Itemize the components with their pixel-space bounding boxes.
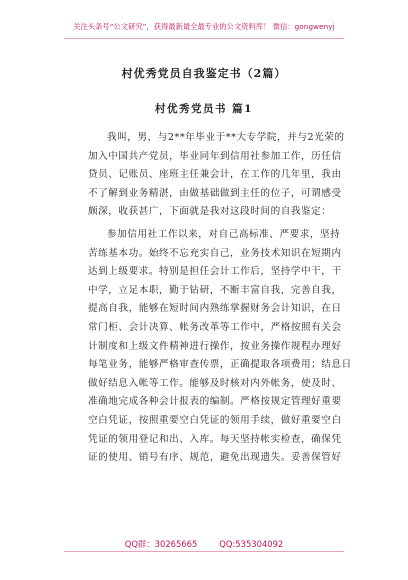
paragraph-line: 证的使用、销号有序、规范，避免出现遗失。妥善保管好 <box>88 452 342 464</box>
document-subtitle: 村优秀党员书 篇1 <box>155 103 253 115</box>
paragraph-line: 不了解到业务精湛，由做基础做到主任的位子，可谓感受 <box>88 187 342 199</box>
header-promo-note: 关注头条号“公文研究”，获得最新最全最专业的公文资料库！ 微信：gongwenyj <box>73 22 335 31</box>
paragraph-line: 参加信用社工作以来，对自己高标准、严要求，坚持 <box>107 228 341 240</box>
footer-divider <box>64 551 344 552</box>
paragraph-line: 我叫，男，与2**年毕业于**大专学院，并与2光荣的 <box>107 132 345 143</box>
paragraph-line: 空白凭证，按照重要空白凭证的领用手续，做好重要空白 <box>88 414 342 426</box>
paragraph-line: 凭证的领用登记和出、入库。每天坚持帐实检查，确保凭 <box>88 433 342 445</box>
paragraph-1 <box>88 129 345 222</box>
document-title: 村优秀党员自我鉴定书（2篇） <box>121 67 287 80</box>
footer-contact <box>0 538 408 550</box>
paragraph-line: 每笔业务，能够严格审查传票，正确提取各项费用；结息日 <box>88 359 352 371</box>
footer-qq: QQ:535304092 <box>219 539 284 549</box>
paragraph-line: 提高自我，能够在短时间内熟练掌握财务会计知识，在日 <box>88 303 342 315</box>
paragraph-line: 贷员、记账员、座班主任兼会计，在工作的几年里，我由 <box>88 169 342 181</box>
footer-qq-group: QQ群：30265665 <box>124 539 198 549</box>
paragraph-line: 苦练基本功。始终不忘充实自己，业务技术知识在短期内 <box>88 247 342 259</box>
paragraph-line: 达到上级要求。特别是担任会计工作后，坚持学中干，干 <box>88 266 342 278</box>
paragraph-line: 颇深，收获甚广，下面就是我对这段时间的自我鉴定： <box>88 206 332 218</box>
paragraph-line: 加入中国共产党员，毕业同年到信用社参加工作，历任信 <box>88 150 342 162</box>
paragraph-line: 常门柜、会计决算、帐务改革等工作中，严格按照有关会 <box>88 321 342 333</box>
paragraph-line: 准确地完成各种会计报表的编制。严格按规定管理好重要 <box>88 396 342 408</box>
paragraph-2 <box>88 226 352 468</box>
document-body <box>88 129 352 468</box>
paragraph-line: 中学，立足本职，勤于钻研，不断丰富自我，完善自我， <box>88 284 342 296</box>
paragraph-line: 做好结息入帐等工作。能够及时核对内外帐务，使及时、 <box>88 377 342 389</box>
paragraph-line: 计制度和上级文件精神进行操作，按业务操作规程办理好 <box>88 340 342 352</box>
header-divider <box>64 38 344 39</box>
